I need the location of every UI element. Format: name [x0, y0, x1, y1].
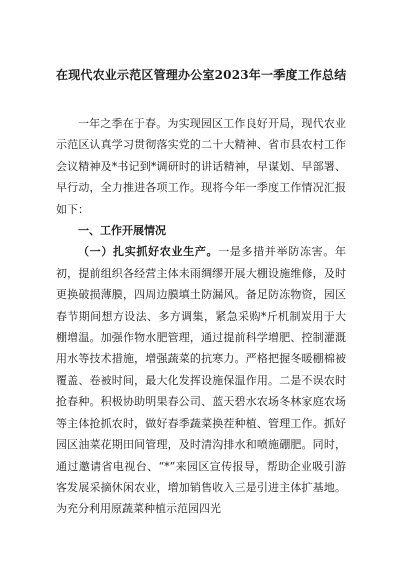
subsection-agriculture-body: 一是多措并举防冻害。年初，提前组织各经营主体未雨绸缪开展大棚设施维修，及时更换破损薄膜，四周边膜填土防漏风。备足防冻物资，园区春节期间想方设法、多方调集，紧急采购*斤机制炭用于大棚增温。加强作物水肥管理，通过提前科学增肥、控制灌溉用水等技术措施，增强蔬菜的抗寒力。严格把握冬暖棚棉被覆盖、卷被时间，最大化发挥设施保温作用。二是不误农时抢春种。积极协助明果春公司、蓝天碧水农场冬林家庭农场等主体抢抓农时，做好春季蔬菜换茬种植、管理工作。抓好园区油菜花期田间管理，及时清沟排水和喷施硼肥。同时，通过邀请省电视台、“*”来园区宣传报导，帮助企业吸引游客发展采摘休闲农业，增加销售收入三是引进主体扩基地。为充分利用原蔬菜种植示范园四光 — [56, 245, 347, 516]
document-title: 在现代农业示范区管理办公室2023年一季度工作总结 — [56, 68, 347, 82]
subsection-agriculture-paragraph — [56, 241, 346, 519]
section-heading-work-progress: 一、工作开展情况 — [78, 224, 166, 238]
intro-paragraph: 一年之季在于春。为实现园区工作良好开局，现代农业示范区认真学习贯彻落实党的二十大精神、省市县农村工作会议精神及*书记到*调研时的讲话精神，早谋划、早部署、早行动，全力推进各项工作。现将今年一季度工作情况汇报如下： — [56, 117, 346, 216]
subsection-heading-agriculture: （一）扎实抓好农业生产。 — [78, 245, 219, 259]
